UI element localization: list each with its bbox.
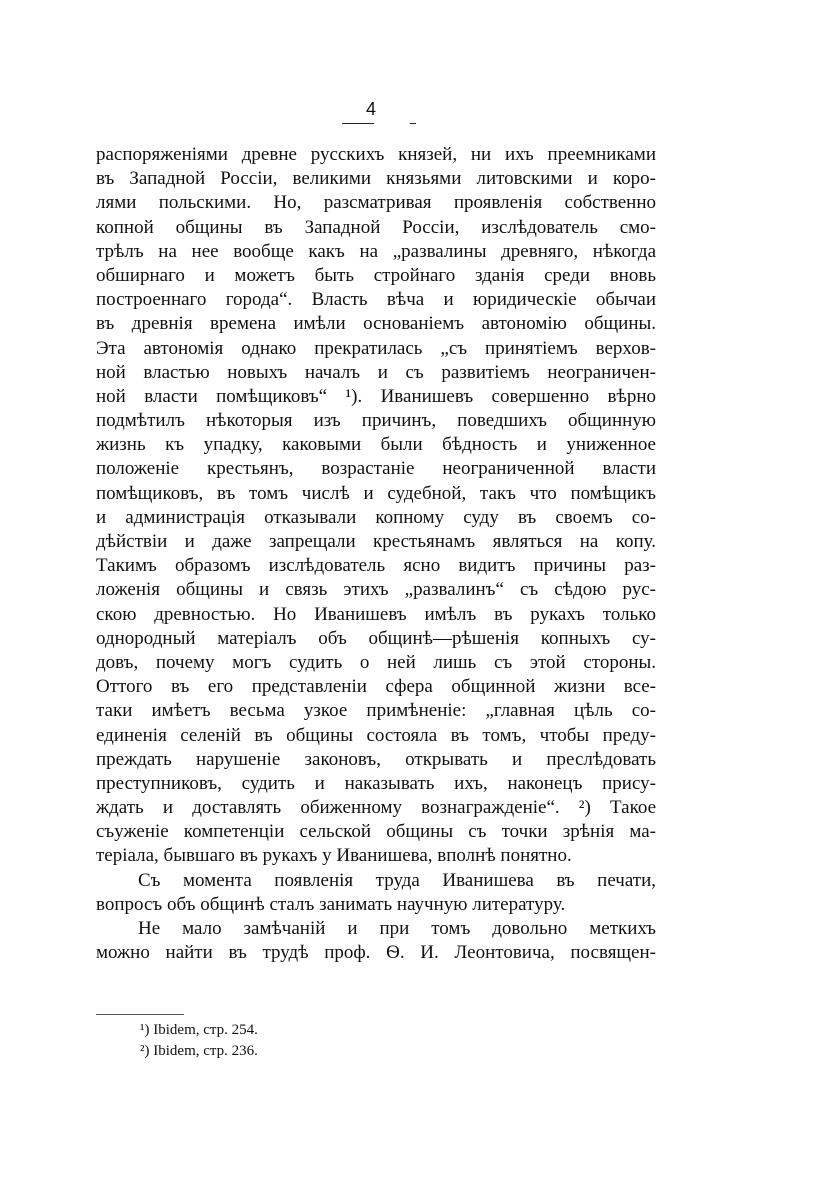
text-line: въ древнія времена имѣли основаніемъ автономію общины.	[96, 313, 656, 335]
text-line: теріала, бывшаго въ рукахъ у Иванишева, вполнѣ понятно.	[96, 845, 572, 867]
text-line: Оттого въ его представленіи сфера общинной жизни все-	[96, 676, 656, 698]
text-line: Такимъ образомъ изслѣдователь ясно видитъ причины раз-	[96, 555, 656, 577]
text-line: Эта автономія однако прекратилась „съ принятіемъ верхов-	[96, 337, 656, 359]
text-line: единенія селеній въ общины состояла въ томъ, чтобы преду-	[96, 724, 656, 746]
footnote-2: ²) Ibidem, стр. 236.	[140, 1043, 258, 1059]
text-line: можно найти въ трудѣ проф. Ѳ. И. Леонтовича, посвящен-	[96, 942, 656, 964]
text-line: ложенія общины и связь этихъ „развалинъ“ съ сѣдою рус-	[96, 579, 656, 601]
text-line: таки имѣетъ весьма узкое примѣненіе: „главная цѣль со-	[96, 700, 656, 722]
text-line: Не мало замѣчаній и при томъ довольно меткихъ	[138, 918, 656, 939]
footnote-rule	[96, 1014, 184, 1015]
page-number-rule-right	[410, 123, 416, 124]
footnotes	[140, 1020, 258, 1062]
text-line: трѣлъ на нее вообще какъ на „развалины древняго, нѣкогда	[96, 240, 656, 262]
text-line: преждать нарушеніе законовъ, открывать и преслѣдовать	[96, 748, 656, 770]
text-line: и администрація отказывали копному суду въ своемъ со-	[96, 506, 656, 528]
text-line: копной общины въ Западной Россіи, изслѣдователь смо-	[96, 216, 656, 238]
text-line: скою древностью. Но Иванишевъ имѣлъ въ рукахъ только	[96, 603, 656, 625]
page-number-rule-left	[342, 123, 374, 124]
text-line: подмѣтилъ нѣкоторыя изъ причинъ, поведшихъ общинную	[96, 410, 656, 432]
footnote-1: ¹) Ibidem, стр. 254.	[140, 1022, 258, 1038]
text-line: обширнаго и можетъ быть стройнаго зданія среди вновь	[96, 264, 656, 286]
page-number: 4	[366, 99, 377, 119]
text-line: преступниковъ, судить и наказывать ихъ, наконецъ прису-	[96, 772, 656, 794]
text-line: положеніе крестьянъ, возрастаніе неограниченной власти	[96, 458, 656, 480]
text-line: ждать и доставлять обиженному вознагражденіе“. ²) Такое	[96, 797, 656, 819]
text-line: однородный матеріалъ объ общинѣ—рѣшенія копныхъ су-	[96, 627, 656, 649]
text-line: вопросъ объ общинѣ сталъ занимать научную литературу.	[96, 893, 566, 915]
text-line: лями польскими. Но, разсматривая проявленія собственно	[96, 192, 656, 214]
text-line: построеннаго города“. Власть вѣча и юридическіе обычаи	[96, 289, 656, 311]
text-line: помѣщиковъ, въ томъ числѣ и судебной, такъ что помѣщикъ	[96, 482, 656, 504]
text-line: съуженіе компетенціи сельской общины съ точки зрѣнія ма-	[96, 821, 656, 843]
text-line: ной власти помѣщиковъ“ ¹). Иванишевъ совершенно вѣрно	[96, 385, 656, 407]
text-line: Съ момента появленія труда Иванишева въ печати,	[138, 869, 656, 891]
body-text	[96, 143, 656, 965]
text-line: довъ, почему могъ судить о ней лишь съ этой стороны.	[96, 651, 656, 673]
text-line: жизнь къ упадку, каковыми были бѣдность и униженное	[96, 434, 656, 456]
text-line: въ Западной Россіи, великими князьями литовскими и коро-	[96, 168, 656, 190]
text-line: дѣйствіи и даже запрещали крестьянамъ являться на копу.	[96, 531, 656, 552]
text-line: ной властью новыхъ началъ и съ развитіемъ неограничен-	[96, 361, 656, 383]
text-line: распоряженіями древне русскихъ князей, ни ихъ преемниками	[96, 144, 656, 165]
